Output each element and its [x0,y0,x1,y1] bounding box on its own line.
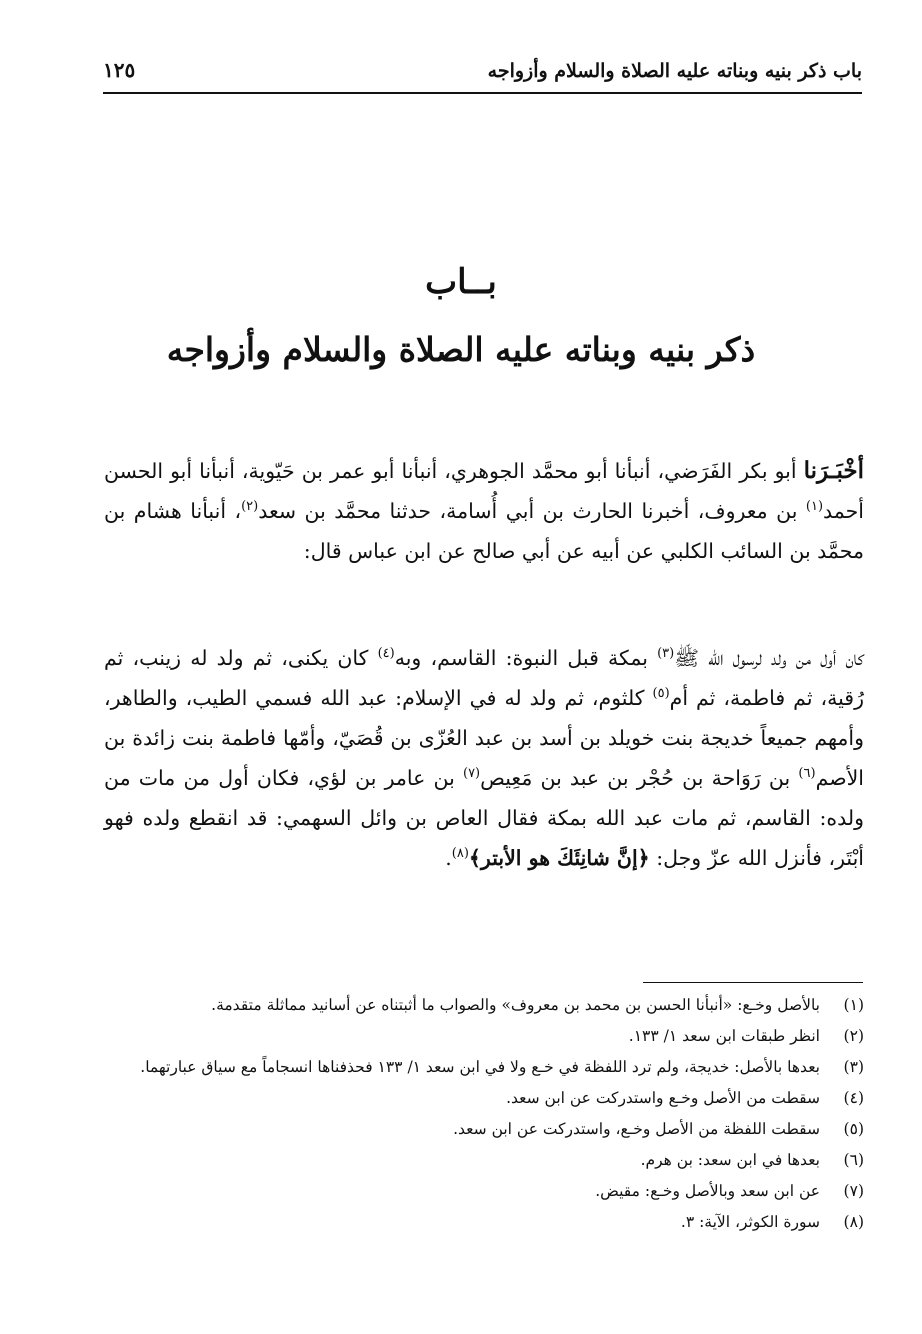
footnotes-list [104,990,864,1238]
quran-verse: ﴿إنَّ شانِئَكَ هو الأبتر﴾ [468,846,650,870]
chapter-label: بــاب [425,262,497,302]
footnote-item [104,1176,864,1207]
footnote-number: (٧) [843,1182,864,1200]
footnote-number: (٥) [843,1120,864,1138]
footnote-item [104,1145,864,1176]
footnote-text: سقطت من الأصل وخـع واستدركت عن ابن سعد. [506,1089,820,1107]
footnote-divider [643,982,863,983]
paragraph-text: . [445,846,452,870]
running-header [103,52,862,94]
footnote-text: بالأصل وخـع: «أنبأنا الحسن بن محمد بن معروف» والصواب ما أثبتناه عن أسانيد مماثلة متقدمة. [211,996,820,1014]
paragraph-text: بن معروف، أخبرنا الحارث بن أبي أُسامة، حدثنا محمَّد بن سعد [258,499,806,523]
footnote-marker: (٣) [657,646,675,662]
footnote-number: (٤) [843,1089,864,1107]
paragraph-text: أبو بكر الفَرَضي، أنبأنا أبو محمَّد الجوهري، أنبأنا أبو عمر بن حَيّوية، أنبأنا أبو الحسن أحمد [104,459,864,523]
footnote-marker: (٤) [377,646,395,662]
paragraph-text: ، أنبأنا هشام بن محمَّد بن السائب الكلبي عن أبيه عن أبي صالح عن ابن عباس قال: [104,499,864,563]
footnote-text: سورة الكوثر، الآية: ٣. [680,1213,820,1231]
matn-paragraph [104,638,864,878]
footnote-number: (٣) [843,1058,864,1076]
footnote-marker: (٧) [462,766,481,782]
footnote-marker: (١) [805,499,824,515]
footnote-item [104,1207,864,1238]
paragraph-text: كان أول من ولد لرسول الله ﷺ [674,646,864,670]
footnote-item [104,1083,864,1114]
footnote-marker: (٨) [451,846,469,862]
footnote-text: بعدها في ابن سعد: بن هرم. [640,1151,820,1169]
footnote-marker: (٢) [241,499,259,515]
page-number: ١٢٥ [103,58,136,82]
footnote-text: انظر طبقات ابن سعد ١/ ١٣٣. [628,1027,820,1045]
footnote-item [104,990,864,1021]
paragraph-text: بن عامر بن لؤي، فكان أول من مات من ولده: القاسم، ثم مات عبد الله بمكة فقال العاص بن وائل السهمي: قد انقطع ولده فهو أبْتَر، فأنزل الله عزّ وجل: [104,766,864,870]
paragraph-text: بن رَوَاحة بن حُجْر بن عبد بن مَعِيص [480,766,799,790]
paragraph-lead-word: أخْبَـرَنا [803,457,864,484]
footnote-item [104,1052,864,1083]
paragraph-text: بمكة قبل النبوة: القاسم، وبه [394,646,658,670]
footnote-number: (١) [843,996,864,1014]
paragraph-text: كان يكنى، ثم ولد له زينب، ثم رُقية، ثم فاطمة، ثم أم [104,646,864,710]
footnote-number: (٨) [843,1213,864,1231]
footnote-item [104,1021,864,1052]
footnote-text: عن ابن سعد وبالأصل وخـع: مقيض. [595,1182,820,1200]
footnote-number: (٢) [843,1027,864,1045]
footnote-text: سقطت اللفظة من الأصل وخـع، واستدركت عن ابن سعد. [453,1120,820,1138]
chapter-title: ذكر بنيه وبناته عليه الصلاة والسلام وأزواجه [166,330,756,369]
paragraph-text: كلثوم، ثم ولد له في الإسلام: عبد الله فسمي الطيب، والطاهر، وأمهم جميعاً خديجة بنت خويلد بن أسد بن عبد العُزّى بن قُصَيّ، وأمّها فاطمة بنت زائدة بن الأصم [104,686,864,790]
footnote-marker: (٥) [652,686,670,702]
footnote-number: (٦) [843,1151,864,1169]
isnad-paragraph [104,451,864,571]
footnote-text: بعدها بالأصل: خديجة، ولم ترد اللفظة في خـع ولا في ابن سعد ١/ ١٣٣ فحذفناها انسجاماً مع سياق عبارتهما. [140,1058,820,1076]
footnote-marker: (٦) [798,766,816,782]
running-title: باب ذكر بنيه وبناته عليه الصلاة والسلام وأزواجه [487,60,862,82]
footnote-item [104,1114,864,1145]
